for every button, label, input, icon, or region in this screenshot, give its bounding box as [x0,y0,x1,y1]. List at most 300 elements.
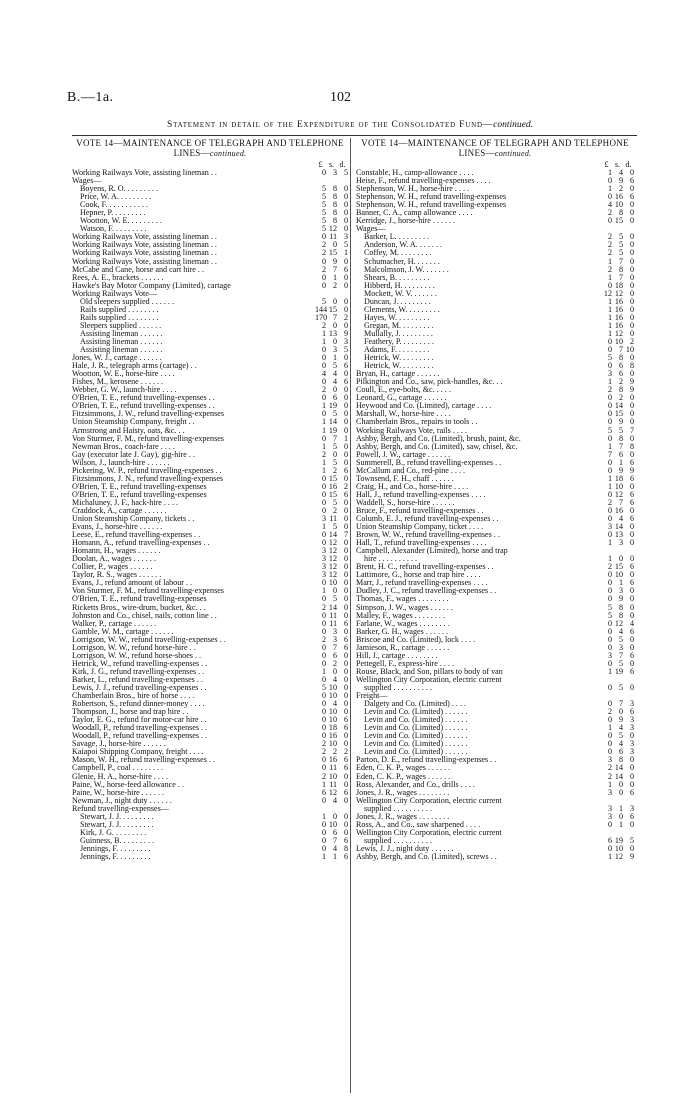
expenditure-row [356,668,634,676]
entry-description: Webber, G. W., launch-hire . . . . [72,386,177,395]
amount-pounds: 1 [321,401,326,411]
entry-description: Hetrick, W. . . . . . . . . [364,354,434,363]
expenditure-row [72,483,348,491]
expenditure-row [72,499,348,507]
amount-shillings: 9 [618,715,623,725]
amount-pounds: 0 [321,642,326,652]
amount-pence: 0 [629,256,634,266]
entry-description: Feathery, P. . . . . . . . . [364,337,434,346]
amount-pence: 0 [629,586,634,596]
amount-pounds: 0 [607,505,612,515]
amount-shillings: 2 [618,393,623,403]
amount-pounds: 0 [321,473,326,483]
entry-description: Coull, E., eye-bolts, &c. . . . . [356,386,451,395]
amount-pence: 0 [343,771,348,781]
amount-shillings: 8 [332,216,337,226]
amount-pence: 6 [629,514,634,524]
amount-pounds: 3 [607,803,612,813]
expenditure-row [72,515,348,523]
amount-pence: 1 [343,433,348,443]
entry-description: Eden, C. K. P., wages . . . . . . [356,772,451,781]
entry-description: Lorrigson, W. W., refund horse-hire . . [72,643,196,652]
amount-pence: 0 [629,280,634,290]
entry-description: Wellington City Corporation, electric current [356,796,502,805]
amount-pence: 6 [343,835,348,845]
amount-shillings: 11 [329,610,337,620]
amount-pounds: 1 [321,336,326,346]
entry-description: O'Brien, T. E., refund travelling-expenses [72,595,207,604]
expenditure-row [356,410,634,418]
amount-pounds: 1 [607,538,612,548]
entry-description: Wilson, J., launch-hire . . . . . . [72,458,170,467]
amount-pounds: 0 [607,642,612,652]
amount-pence: 0 [343,280,348,290]
amount-shillings: 2 [332,505,337,515]
amount-pounds: 2 [607,248,612,258]
amount-pounds: 0 [321,755,326,765]
amount-pence: 0 [343,699,348,709]
expenditure-row [72,282,348,290]
amount-pence: 5 [343,240,348,250]
left-column [72,138,348,861]
expenditure-row [72,443,348,451]
amount-pence: 0 [343,570,348,580]
amount-pounds: 4 [321,369,326,379]
expenditure-row [356,322,634,330]
amount-pounds: 1 [607,272,612,282]
expenditure-row [356,394,634,402]
amount-pence: 6 [343,642,348,652]
amount-pounds: 0 [321,650,326,660]
amount-pence: 0 [343,385,348,395]
amount-pence: 3 [629,747,634,757]
expenditure-row [72,579,348,587]
amount-pounds: 5 [321,192,326,202]
amount-pounds: 2 [321,385,326,395]
expenditure-row [356,692,634,700]
amount-pence: 2 [629,336,634,346]
amount-pence: 0 [343,739,348,749]
amount-shillings: 14 [328,530,337,540]
amount-pounds: 0 [607,280,612,290]
amount-pence: 0 [343,691,348,701]
amount-shillings: 8 [618,385,623,395]
amount-pence: 0 [343,522,348,532]
amount-pounds: 1 [607,312,612,322]
amount-shillings: 9 [618,594,623,604]
entry-description: Von Sturmer, F. M., refund travelling-expenses [72,434,224,443]
amount-pence: 6 [629,666,634,676]
expenditure-row [356,636,634,644]
entry-description: Jennings, F. . . . . . . . . [80,852,151,861]
amount-pounds: 0 [321,393,326,403]
expenditure-row [72,692,348,700]
entry-description: Craig, H., and Co., horse-hire . . . . [356,482,469,491]
expenditure-row [356,579,634,587]
entry-description: O'Brien, T. E., refund travelling-expenses . . [72,402,215,411]
pence-unit: d. [625,160,632,169]
amount-shillings: 10 [328,683,337,692]
entry-description: O'Brien, T. E., refund travelling-expenses [72,482,207,491]
amount-pence: 6 [629,192,634,202]
amount-pounds: 2 [321,634,326,644]
amount-pounds: 0 [321,497,326,507]
amount-pounds: 2 [321,320,326,330]
expenditure-row [72,539,348,547]
amount-pounds: 0 [321,489,326,499]
amount-shillings: 8 [618,610,623,620]
entry-description: Coffey, M. . . . . . . . . [364,249,432,258]
amount-shillings: 11 [329,763,337,773]
entry-description: Kerridge, J., horse-hire . . . . . . [356,217,456,226]
expenditure-row [72,258,348,266]
entry-description: Working Railways Vote— [72,289,157,298]
expenditure-row [72,628,348,636]
amount-pounds: 2 [607,763,612,773]
entry-description: Schumacher, H. . . . . . . [364,257,440,266]
amount-pence: 0 [629,168,634,177]
amount-shillings: 5 [618,240,623,250]
amount-pence: 3 [629,723,634,733]
amount-pence: 0 [629,642,634,652]
expenditure-row [356,781,634,789]
amount-pounds: 0 [607,739,612,749]
amount-pence: 0 [343,304,348,314]
amount-shillings: 4 [618,723,623,733]
amount-pence: 0 [629,530,634,540]
amount-pounds: 2 [321,248,326,258]
amount-pounds: 3 [321,546,326,556]
amount-shillings: 12 [328,554,337,564]
amount-pounds: 1 [321,425,326,435]
entry-description: Lewis, J. J., night duty . . . . . . [356,844,454,853]
entry-description: Summerell, B., refund travelling-expenses . . [356,458,502,467]
amount-pounds: 2 [321,240,326,250]
expenditure-row [356,338,634,346]
entry-description: Evans, J., refund amount of labour . . [72,579,193,588]
expenditure-row [72,853,348,861]
expenditure-row [72,813,348,821]
amount-shillings: 7 [332,312,337,322]
amount-pence: 0 [629,433,634,443]
amount-shillings: 15 [328,304,337,314]
amount-pence: 6 [629,707,634,717]
expenditure-row [72,185,348,193]
amount-pence: 0 [629,683,634,692]
amount-pounds: 0 [607,715,612,725]
entry-description: Chamberlain Bros., repairs to tools . . [356,418,478,427]
entry-description: Barker, L. . . . . . . . . [364,233,430,242]
amount-pence: 0 [629,353,634,363]
entry-description: Working Railways Vote, assisting lineman . . [72,249,217,258]
expenditure-row [356,612,634,620]
entry-description: supplied . . . . . . . . . . [364,804,432,813]
amount-pence: 6 [629,457,634,467]
expenditure-row [72,797,348,805]
amount-pence: 0 [343,602,348,612]
entry-description: Levin and Co. (Limited) . . . . . . [364,716,468,725]
amount-pence: 1 [343,248,348,258]
expenditure-row [356,169,634,177]
amount-pence: 0 [343,658,348,668]
expenditure-row [72,773,348,781]
entry-description: Woodall, P., refund travelling-expenses . . [72,732,208,741]
amount-pounds: 0 [321,843,326,853]
amount-shillings: 12 [328,562,337,572]
expenditure-row [72,410,348,418]
amount-shillings: 4 [618,626,623,636]
entry-description: Lorrigson, W. W., refund horse-shoes . . [72,651,202,660]
amount-pounds: 0 [321,594,326,604]
amount-shillings: 5 [332,497,337,507]
entry-description: Working Railways Vote, assisting lineman . . [72,241,217,250]
amount-pounds: 0 [607,216,612,226]
entry-description: Rails supplied . . . . . . . . [80,305,159,314]
amount-pounds: 3 [607,755,612,765]
amount-pence: 0 [629,248,634,258]
amount-pounds: 1 [321,522,326,532]
expenditure-row [72,418,348,426]
entry-description: Heise, F., refund travelling-expenses . . . . [356,177,491,186]
expenditure-row [72,306,348,314]
entry-description: Doolan, A., wages . . . . . . [72,555,156,564]
amount-pounds: 0 [607,465,612,475]
amount-pence: 0 [629,602,634,612]
amount-shillings: 8 [618,264,623,274]
expenditure-row [356,217,634,225]
amount-pence: 0 [629,819,634,829]
amount-shillings: 10 [328,715,337,725]
entry-description: Price, W. A. . . . . . . . . [80,193,152,202]
amount-shillings: 3 [332,345,337,355]
amount-pence: 6 [343,634,348,644]
entry-description: Ashby, Bergh, and Co. (Limited), screws . . [356,852,497,861]
amount-shillings: 7 [332,642,337,652]
entry-description: McCabe and Cane, horse and cart hire . . [72,265,204,274]
expenditure-row [356,531,634,539]
amount-pounds: 0 [321,530,326,540]
amount-shillings: 7 [618,699,623,709]
amount-shillings: 10 [328,707,337,717]
amount-pounds: 1 [607,481,612,491]
entry-description: Collier, P., wages . . . . . . [72,563,153,572]
amount-pounds: 0 [607,586,612,596]
amount-pence: 0 [343,795,348,805]
entry-description: Jones, J. R., wages . . . . . . . . [356,812,450,821]
expenditure-row [72,604,348,612]
amount-pence: 6 [343,465,348,475]
amount-pounds: 0 [321,409,326,419]
right-entries [356,169,634,861]
amount-shillings: 1 [618,819,623,829]
expenditure-row [72,209,348,217]
entry-description: Malcolmson, J. W. . . . . . . [364,265,449,274]
expenditure-row [356,330,634,338]
pounds-unit: £ [318,160,323,169]
amount-pounds: 0 [321,827,326,837]
expenditure-row [356,346,634,354]
amount-pence: 0 [343,626,348,636]
amount-shillings: 3 [332,634,337,644]
amount-pence: 9 [629,377,634,387]
amount-shillings: 9 [618,465,623,475]
expenditure-row [356,732,634,740]
entry-description: Working Railways Vote, assisting lineman . . [72,257,217,266]
amount-pounds: 1 [607,554,612,564]
amount-shillings: 4 [332,795,337,805]
entry-description: Ross, A., and Co., saw sharpened . . . . [356,820,481,829]
amount-shillings: 14 [614,763,623,773]
entry-description: Chamberlain Bros., hire of horse . . . . [72,692,195,701]
column-divider [350,138,351,1093]
amount-pounds: 0 [321,232,326,242]
amount-pence: 6 [343,787,348,797]
amount-pounds: 0 [321,715,326,725]
entry-description: Armstrong and Haisty, oats, &c. . . [72,426,185,435]
amount-pounds: 2 [321,602,326,612]
expenditure-row [356,314,634,322]
entry-description: Lattimore, G., horse and trap hire . . . . [356,571,481,580]
amount-pounds: 0 [321,835,326,845]
entry-description: Gregan, M. . . . . . . . . [364,321,434,330]
entry-description: Walker, P., cartage . . . . . . [72,619,157,628]
entry-description: Wootton, W. E., horse-hire . . . . [72,370,175,379]
entry-description: Malley, F., wages . . . . . . . . [356,611,445,620]
entry-description: Newman, J., night duty . . . . . . [72,796,172,805]
amount-pounds: 170 [315,312,328,322]
amount-pence: 0 [629,401,634,411]
amount-pounds: 1 [607,328,612,338]
expenditure-row [72,555,348,563]
amount-shillings: 10 [614,200,623,210]
amount-shillings: 19 [328,401,337,411]
amount-pence: 0 [343,594,348,604]
amount-pounds: 0 [321,377,326,387]
amount-pence: 2 [343,312,348,322]
amount-pence: 6 [629,811,634,821]
entry-description: Pettegell, F., express-hire . . . . [356,659,455,668]
expenditure-row [356,443,634,451]
entry-description: Paine, W., horse-hire . . . . . . [72,788,164,797]
amount-pence: 0 [343,256,348,266]
expenditure-row [72,716,348,724]
document-code: B.—1a. [67,90,114,105]
amount-pounds: 3 [321,570,326,580]
amount-pounds: 6 [607,835,612,845]
amount-pounds: 0 [607,192,612,202]
expenditure-row [356,193,634,201]
amount-pence: 0 [629,232,634,242]
amount-shillings: 5 [618,658,623,668]
amount-pence: 0 [343,707,348,717]
entry-description: Leonard, G., cartage . . . . . . [356,394,447,403]
expenditure-row [356,773,634,781]
entry-description: McCallum and Co., red-pine . . . . [356,466,466,475]
amount-pounds: 1 [321,441,326,451]
expenditure-row [72,547,348,555]
amount-shillings: 14 [328,417,337,427]
amount-shillings: 8 [618,602,623,612]
expenditure-row [72,298,348,306]
entry-description: Hetrick, W., refund travelling-expenses . . [72,659,208,668]
expenditure-row [356,620,634,628]
amount-shillings: 16 [614,320,623,330]
entry-description: Campbell, P., coal . . . . . . . . [72,764,164,773]
entry-description: Rails supplied . . . . . . . . [80,313,159,322]
amount-shillings: 4 [332,377,337,387]
amount-shillings: 5 [332,522,337,532]
amount-pence: 2 [343,481,348,491]
amount-shillings: 8 [332,192,337,202]
amount-shillings: 14 [614,522,623,532]
expenditure-row [356,435,634,443]
amount-pounds: 0 [321,707,326,717]
expenditure-row [356,700,634,708]
amount-pounds: 0 [607,361,612,371]
amount-pence: 6 [629,578,634,588]
expenditure-row [356,555,634,563]
entry-description: Union Steamship Company, tickets . . [72,515,195,524]
entry-description: Columb, E. J., refund travelling-expenses . . [356,515,499,524]
amount-shillings: 10 [614,570,623,580]
entry-description: Mullally, J. . . . . . . . . [364,329,433,338]
amount-pence: 6 [343,489,348,499]
entry-description: Von Sturmer, F. M., refund travelling-expenses [72,587,224,596]
amount-pounds: 0 [321,280,326,290]
entry-description: Lewis, J. J., refund travelling-expenses . . [72,684,207,692]
amount-pounds: 1 [607,666,612,676]
amount-pounds: 0 [321,538,326,548]
expenditure-row [72,531,348,539]
entry-description: Dudley, J. C., refund travelling-expenses . . [356,587,497,596]
entry-description: Simpson, J. W., wages . . . . . . [356,603,453,612]
amount-shillings: 9 [332,256,337,266]
entry-description: Powell, J. W., cartage . . . . . . [356,450,451,459]
expenditure-row [72,378,348,386]
expenditure-row [72,233,348,241]
amount-pence: 6 [343,264,348,274]
entry-description: Hayes, W. . . . . . . . . [364,313,430,322]
expenditure-row [356,266,634,274]
amount-pence: 3 [629,803,634,813]
expenditure-row [356,563,634,571]
expenditure-row [356,797,634,805]
entry-description: Levin and Co. (Limited) . . . . . . [364,732,468,741]
amount-shillings: 9 [618,417,623,427]
entry-description: Jones, J. R., wages . . . . . . . . [356,788,450,797]
expenditure-row [356,837,634,845]
amount-shillings: 8 [332,184,337,194]
amount-pence: 0 [629,409,634,419]
entry-description: Hall, J., refund travelling-expenses . . . . [356,490,486,499]
amount-pence: 0 [629,240,634,250]
entry-description: Taylor, R. S., wages . . . . . . [72,571,162,580]
amount-pounds: 0 [607,514,612,524]
amount-pence: 0 [629,264,634,274]
expenditure-row [72,225,348,233]
amount-pounds: 1 [321,851,326,861]
amount-pence: 0 [343,554,348,564]
amount-shillings: 16 [614,296,623,306]
amount-shillings: 3 [618,538,623,548]
amount-pence: 0 [343,505,348,515]
entry-description: Hill, J., cartage . . . . . . . . [356,651,438,660]
amount-pence: 0 [629,610,634,620]
amount-pounds: 0 [321,345,326,355]
amount-shillings: 7 [332,264,337,274]
right-units-header [356,160,634,169]
amount-pounds: 2 [607,562,612,572]
